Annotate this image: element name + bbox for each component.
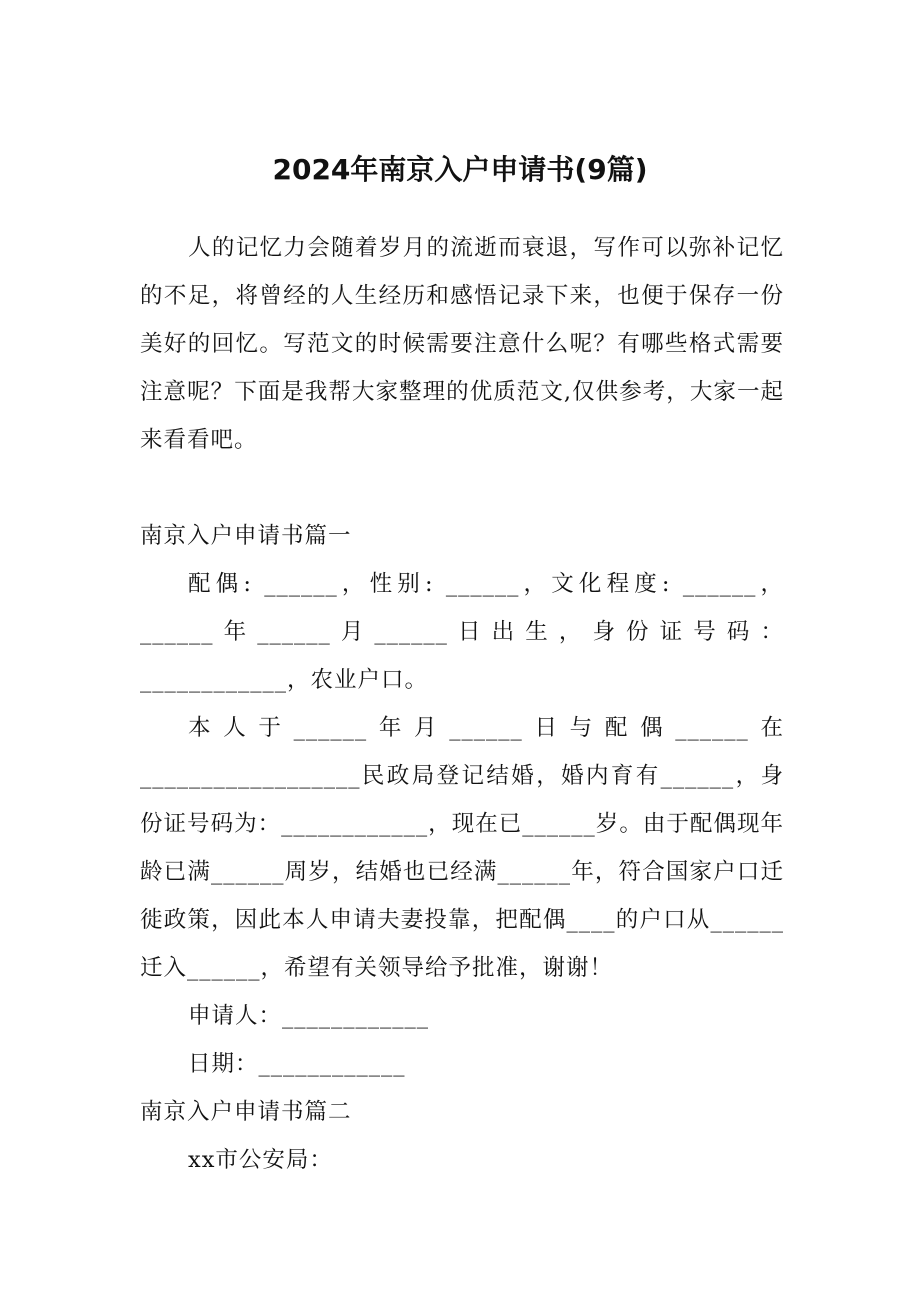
section-2-addressee: xx市公安局： [188,1147,333,1173]
section-1-paragraph-2: 本人于______年月______日与配偶______在__________________民政局登记结婚，婚内育有______，身份证号码为：____________，现在已______岁。由于配偶现年龄已满______周岁，结婚也已经满______年，符合国家户口迁徙政策，因此本人申请夫妻投靠，把配偶____的户口从______迁入______，希望有关领导给予批准，谢谢！ [140,715,784,981]
section-1 [140,512,784,1184]
section-1-paragraph-1: 配偶: ______，性别: ______，文化程度: ______，______年______月______日出生，身份证号码：____________，农业户口。 [140,571,784,693]
intro-block [140,224,784,464]
section-2-heading: 南京入户申请书篇二 [140,1099,352,1125]
section-1-heading: 南京入户申请书篇一 [140,523,352,549]
applicant-line: 申请人：____________ [188,1003,430,1029]
date-line: 日期：____________ [188,1051,406,1077]
document-title: 2024年南京入户申请书(9篇) [272,153,648,186]
intro-paragraph: 人的记忆力会随着岁月的流逝而衰退，写作可以弥补记忆的不足，将曾经的人生经历和感悟记录下来，也便于保存一份美好的回忆。写范文的时候需要注意什么呢？有哪些格式需要注意呢？下面是我帮大家整理的优质范文,仅供参考，大家一起来看看吧。 [140,235,784,453]
